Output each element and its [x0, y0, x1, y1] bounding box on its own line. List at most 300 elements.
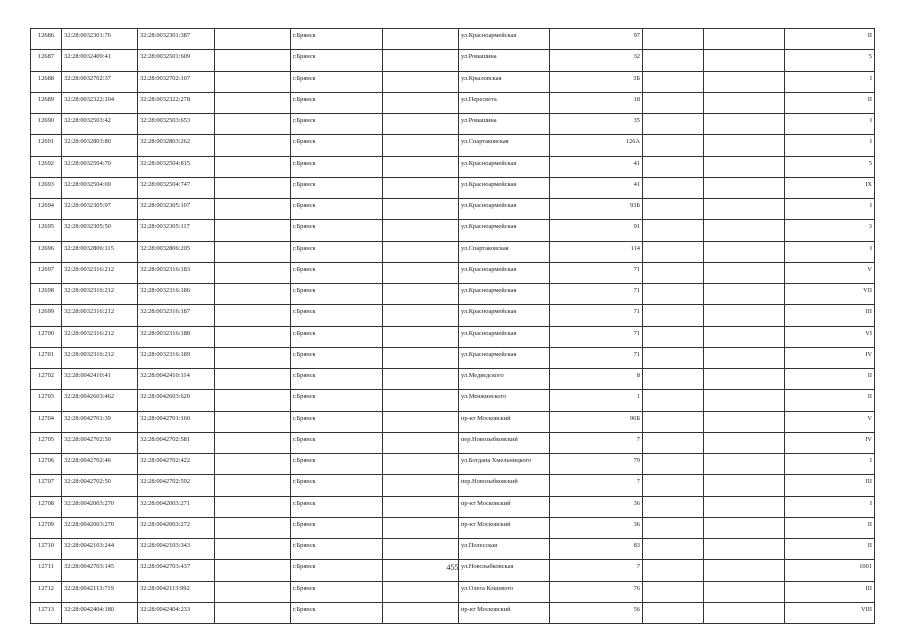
- city-cell: г.Брянск: [291, 517, 383, 538]
- blank-cell-cell: [383, 326, 459, 347]
- blank-cell-cell: [643, 326, 704, 347]
- house-number-cell: 1: [550, 390, 643, 411]
- blank-cell-cell: [215, 92, 291, 113]
- table-row: [31, 199, 875, 220]
- blank-cell-cell: [383, 114, 459, 135]
- street-cell: ул.Олега Кошевого: [459, 581, 550, 602]
- table-row: [31, 71, 875, 92]
- table-row: [31, 517, 875, 538]
- premises-number-cell: II: [785, 92, 875, 113]
- cadastral-number-cell: 32:28:0042003:270: [62, 517, 138, 538]
- blank-cell-cell: [215, 581, 291, 602]
- cadastral-number-cell: 32:28:0032316:212: [62, 262, 138, 283]
- premises-number-cell: VI: [785, 326, 875, 347]
- blank-cell-cell: [215, 326, 291, 347]
- cadastral-number-cell: 32:28:0042702:50: [62, 475, 138, 496]
- premises-number-cell: II: [785, 390, 875, 411]
- object-cadastral-number-cell: 32:28:0032316:188: [138, 326, 215, 347]
- blank-cell-cell: [643, 114, 704, 135]
- street-cell: ул.Спартаковская: [459, 241, 550, 262]
- blank-cell-cell: [704, 369, 785, 390]
- blank-cell-cell: [383, 475, 459, 496]
- house-number-cell: 8: [550, 369, 643, 390]
- blank-cell-cell: [704, 220, 785, 241]
- table-row: [31, 539, 875, 560]
- city-cell: г.Брянск: [291, 411, 383, 432]
- city-cell: г.Брянск: [291, 305, 383, 326]
- blank-cell-cell: [383, 496, 459, 517]
- table-body: [31, 29, 875, 624]
- blank-cell-cell: [704, 390, 785, 411]
- house-number-cell: 36: [550, 496, 643, 517]
- object-cadastral-number-cell: 32:28:0032803:262: [138, 135, 215, 156]
- blank-cell-cell: [383, 199, 459, 220]
- table-row: [31, 262, 875, 283]
- city-cell: г.Брянск: [291, 347, 383, 368]
- cadastral-number-cell: 32:28:0032316:212: [62, 284, 138, 305]
- street-cell: пр-кт Московский: [459, 517, 550, 538]
- city-cell: г.Брянск: [291, 284, 383, 305]
- blank-cell-cell: [704, 517, 785, 538]
- object-cadastral-number-cell: 32:28:0032504:747: [138, 177, 215, 198]
- record-number-cell: 12712: [31, 581, 62, 602]
- record-number-cell: 12698: [31, 284, 62, 305]
- blank-cell-cell: [383, 241, 459, 262]
- premises-number-cell: I: [785, 454, 875, 475]
- street-cell: ул.Новозыбковская: [459, 560, 550, 581]
- premises-number-cell: II: [785, 369, 875, 390]
- table-row: [31, 369, 875, 390]
- object-cadastral-number-cell: 32:28:0032305:117: [138, 220, 215, 241]
- street-cell: ул.Полесская: [459, 539, 550, 560]
- street-cell: ул.Ромашина: [459, 114, 550, 135]
- record-number-cell: 12699: [31, 305, 62, 326]
- record-number-cell: 12705: [31, 432, 62, 453]
- house-number-cell: 7: [550, 475, 643, 496]
- record-number-cell: 12691: [31, 135, 62, 156]
- object-cadastral-number-cell: 32:28:0042103:343: [138, 539, 215, 560]
- object-cadastral-number-cell: 32:28:0042410:114: [138, 369, 215, 390]
- blank-cell-cell: [704, 156, 785, 177]
- blank-cell-cell: [643, 305, 704, 326]
- house-number-cell: 76: [550, 581, 643, 602]
- cadastral-number-cell: 32:28:0042703:145: [62, 560, 138, 581]
- premises-number-cell: IX: [785, 177, 875, 198]
- blank-cell-cell: [215, 156, 291, 177]
- object-cadastral-number-cell: 32:28:0032316:183: [138, 262, 215, 283]
- cadastral-number-cell: 32:28:0042113:719: [62, 581, 138, 602]
- house-number-cell: 71: [550, 284, 643, 305]
- street-cell: пер.Новозыбковский: [459, 475, 550, 496]
- cadastral-number-cell: 32:28:0032322:104: [62, 92, 138, 113]
- cadastral-number-cell: 32:28:0032803:80: [62, 135, 138, 156]
- record-number-cell: 12702: [31, 369, 62, 390]
- object-cadastral-number-cell: 32:28:0032305:107: [138, 199, 215, 220]
- house-number-cell: 18: [550, 92, 643, 113]
- city-cell: г.Брянск: [291, 241, 383, 262]
- blank-cell-cell: [643, 241, 704, 262]
- house-number-cell: 79: [550, 454, 643, 475]
- cadastral-number-cell: 32:28:0032806:115: [62, 241, 138, 262]
- premises-number-cell: IV: [785, 432, 875, 453]
- blank-cell-cell: [215, 454, 291, 475]
- table-row: [31, 581, 875, 602]
- blank-cell-cell: [215, 241, 291, 262]
- blank-cell-cell: [383, 432, 459, 453]
- blank-cell-cell: [704, 199, 785, 220]
- house-number-cell: 96Б: [550, 411, 643, 432]
- cadastral-number-cell: 32:28:0032301:76: [62, 29, 138, 50]
- cadastral-number-cell: 32:28:0042003:270: [62, 496, 138, 517]
- object-cadastral-number-cell: 32:28:0032702:107: [138, 71, 215, 92]
- blank-cell-cell: [383, 71, 459, 92]
- blank-cell-cell: [704, 305, 785, 326]
- city-cell: г.Брянск: [291, 496, 383, 517]
- blank-cell-cell: [704, 411, 785, 432]
- premises-number-cell: I: [785, 135, 875, 156]
- blank-cell-cell: [383, 50, 459, 71]
- blank-cell-cell: [704, 135, 785, 156]
- cadastral-number-cell: 32:28:0042410:41: [62, 369, 138, 390]
- city-cell: г.Брянск: [291, 454, 383, 475]
- table-row: [31, 454, 875, 475]
- record-number-cell: 12707: [31, 475, 62, 496]
- street-cell: пр-кт Московский: [459, 411, 550, 432]
- blank-cell-cell: [215, 284, 291, 305]
- city-cell: г.Брянск: [291, 220, 383, 241]
- house-number-cell: 41: [550, 177, 643, 198]
- table-row: [31, 135, 875, 156]
- premises-number-cell: I: [785, 241, 875, 262]
- blank-cell-cell: [383, 305, 459, 326]
- record-number-cell: 12695: [31, 220, 62, 241]
- house-number-cell: 71: [550, 262, 643, 283]
- blank-cell-cell: [643, 71, 704, 92]
- record-number-cell: 12687: [31, 50, 62, 71]
- street-cell: ул.Красноармейская: [459, 199, 550, 220]
- street-cell: ул.Менжинского: [459, 390, 550, 411]
- blank-cell-cell: [215, 496, 291, 517]
- house-number-cell: 71: [550, 305, 643, 326]
- record-number-cell: 12690: [31, 114, 62, 135]
- premises-number-cell: III: [785, 475, 875, 496]
- object-cadastral-number-cell: 32:28:0032501:609: [138, 50, 215, 71]
- street-cell: ул.Красноармейская: [459, 347, 550, 368]
- house-number-cell: 97: [550, 29, 643, 50]
- premises-number-cell: 5: [785, 156, 875, 177]
- record-number-cell: 12692: [31, 156, 62, 177]
- blank-cell-cell: [643, 284, 704, 305]
- blank-cell-cell: [704, 454, 785, 475]
- blank-cell-cell: [704, 581, 785, 602]
- record-number-cell: 12706: [31, 454, 62, 475]
- blank-cell-cell: [643, 262, 704, 283]
- record-number-cell: 12689: [31, 92, 62, 113]
- table-row: [31, 50, 875, 71]
- street-cell: ул.Ромашина: [459, 50, 550, 71]
- cadastral-number-cell: 32:28:0032503:42: [62, 114, 138, 135]
- blank-cell-cell: [383, 602, 459, 623]
- street-cell: ул.Пересвета: [459, 92, 550, 113]
- city-cell: г.Брянск: [291, 92, 383, 113]
- blank-cell-cell: [383, 517, 459, 538]
- premises-number-cell: IV: [785, 347, 875, 368]
- record-number-cell: 12701: [31, 347, 62, 368]
- table-row: [31, 92, 875, 113]
- object-cadastral-number-cell: 32:28:0032316:189: [138, 347, 215, 368]
- blank-cell-cell: [704, 29, 785, 50]
- city-cell: г.Брянск: [291, 326, 383, 347]
- blank-cell-cell: [704, 114, 785, 135]
- record-number-cell: 12694: [31, 199, 62, 220]
- house-number-cell: 126А: [550, 135, 643, 156]
- blank-cell-cell: [704, 539, 785, 560]
- blank-cell-cell: [383, 262, 459, 283]
- blank-cell-cell: [643, 199, 704, 220]
- blank-cell-cell: [383, 156, 459, 177]
- blank-cell-cell: [643, 29, 704, 50]
- blank-cell-cell: [215, 50, 291, 71]
- blank-cell-cell: [643, 390, 704, 411]
- table-row: [31, 241, 875, 262]
- cadastral-number-cell: 32:28:0032504:69: [62, 177, 138, 198]
- table-row: [31, 220, 875, 241]
- record-number-cell: 12693: [31, 177, 62, 198]
- blank-cell-cell: [643, 177, 704, 198]
- blank-cell-cell: [704, 347, 785, 368]
- blank-cell-cell: [383, 454, 459, 475]
- city-cell: г.Брянск: [291, 199, 383, 220]
- object-cadastral-number-cell: 32:28:0042702:592: [138, 475, 215, 496]
- cadastral-number-cell: 32:28:0032305:97: [62, 199, 138, 220]
- record-number-cell: 12711: [31, 560, 62, 581]
- street-cell: ул.Красноармейская: [459, 262, 550, 283]
- object-cadastral-number-cell: 32:28:0032503:653: [138, 114, 215, 135]
- city-cell: г.Брянск: [291, 177, 383, 198]
- table-row: [31, 390, 875, 411]
- table-row: [31, 326, 875, 347]
- city-cell: г.Брянск: [291, 432, 383, 453]
- blank-cell-cell: [215, 71, 291, 92]
- city-cell: г.Брянск: [291, 602, 383, 623]
- blank-cell-cell: [383, 220, 459, 241]
- premises-number-cell: VIII: [785, 602, 875, 623]
- city-cell: г.Брянск: [291, 539, 383, 560]
- blank-cell-cell: [643, 156, 704, 177]
- city-cell: г.Брянск: [291, 369, 383, 390]
- object-cadastral-number-cell: 32:28:0042703:437: [138, 560, 215, 581]
- blank-cell-cell: [215, 220, 291, 241]
- cadastral-number-cell: 32:28:0042603:462: [62, 390, 138, 411]
- blank-cell-cell: [643, 135, 704, 156]
- cadastral-number-cell: 32:28:0032305:50: [62, 220, 138, 241]
- object-cadastral-number-cell: 32:28:0032316:186: [138, 284, 215, 305]
- premises-number-cell: III: [785, 581, 875, 602]
- table-row: [31, 29, 875, 50]
- object-cadastral-number-cell: 32:28:0042404:233: [138, 602, 215, 623]
- blank-cell-cell: [643, 411, 704, 432]
- blank-cell-cell: [704, 496, 785, 517]
- premises-number-cell: I: [785, 114, 875, 135]
- blank-cell-cell: [215, 539, 291, 560]
- cadastral-number-cell: 32:28:0032409:41: [62, 50, 138, 71]
- blank-cell-cell: [704, 50, 785, 71]
- blank-cell-cell: [215, 177, 291, 198]
- city-cell: г.Брянск: [291, 156, 383, 177]
- city-cell: г.Брянск: [291, 50, 383, 71]
- table-row: [31, 114, 875, 135]
- city-cell: г.Брянск: [291, 71, 383, 92]
- house-number-cell: 32: [550, 50, 643, 71]
- blank-cell-cell: [215, 390, 291, 411]
- object-cadastral-number-cell: 32:28:0032806:205: [138, 241, 215, 262]
- street-cell: ул.Спартаковская: [459, 135, 550, 156]
- cadastral-number-cell: 32:28:0032316:212: [62, 347, 138, 368]
- premises-number-cell: II: [785, 517, 875, 538]
- premises-number-cell: 1001: [785, 560, 875, 581]
- object-cadastral-number-cell: 32:28:0042702:422: [138, 454, 215, 475]
- blank-cell-cell: [704, 177, 785, 198]
- blank-cell-cell: [383, 347, 459, 368]
- blank-cell-cell: [383, 29, 459, 50]
- blank-cell-cell: [215, 347, 291, 368]
- premises-number-cell: I: [785, 496, 875, 517]
- house-number-cell: 114: [550, 241, 643, 262]
- object-cadastral-number-cell: 32:28:0042003:272: [138, 517, 215, 538]
- cadastral-number-cell: 32:28:0042701:39: [62, 411, 138, 432]
- blank-cell-cell: [643, 496, 704, 517]
- blank-cell-cell: [643, 602, 704, 623]
- record-number-cell: 12710: [31, 539, 62, 560]
- premises-number-cell: I: [785, 199, 875, 220]
- record-number-cell: 12704: [31, 411, 62, 432]
- record-number-cell: 12696: [31, 241, 62, 262]
- street-cell: пер.Новозыбковский: [459, 432, 550, 453]
- blank-cell-cell: [643, 347, 704, 368]
- blank-cell-cell: [704, 92, 785, 113]
- blank-cell-cell: [643, 539, 704, 560]
- blank-cell-cell: [704, 71, 785, 92]
- house-number-cell: 41: [550, 156, 643, 177]
- house-number-cell: 93Б: [550, 199, 643, 220]
- record-number-cell: 12708: [31, 496, 62, 517]
- blank-cell-cell: [215, 475, 291, 496]
- street-cell: ул.Красноармейская: [459, 305, 550, 326]
- blank-cell-cell: [215, 432, 291, 453]
- street-cell: ул.Красноармейская: [459, 156, 550, 177]
- blank-cell-cell: [215, 305, 291, 326]
- blank-cell-cell: [215, 199, 291, 220]
- blank-cell-cell: [704, 602, 785, 623]
- record-number-cell: 12686: [31, 29, 62, 50]
- table-row: [31, 177, 875, 198]
- table-row: [31, 347, 875, 368]
- house-number-cell: 36: [550, 517, 643, 538]
- record-number-cell: 12703: [31, 390, 62, 411]
- object-cadastral-number-cell: 32:28:0032301:387: [138, 29, 215, 50]
- blank-cell-cell: [215, 517, 291, 538]
- city-cell: г.Брянск: [291, 29, 383, 50]
- street-cell: ул.Красноармейская: [459, 220, 550, 241]
- premises-number-cell: V: [785, 411, 875, 432]
- city-cell: г.Брянск: [291, 135, 383, 156]
- blank-cell-cell: [215, 411, 291, 432]
- blank-cell-cell: [704, 432, 785, 453]
- blank-cell-cell: [383, 411, 459, 432]
- cadastral-number-cell: 32:28:0032702:37: [62, 71, 138, 92]
- house-number-cell: 7: [550, 432, 643, 453]
- house-number-cell: 7: [550, 560, 643, 581]
- cadastral-number-cell: 32:28:0042702:46: [62, 454, 138, 475]
- street-cell: пр-кт Московский: [459, 602, 550, 623]
- blank-cell-cell: [215, 602, 291, 623]
- blank-cell-cell: [215, 262, 291, 283]
- house-number-cell: 83: [550, 539, 643, 560]
- blank-cell-cell: [383, 581, 459, 602]
- blank-cell-cell: [704, 475, 785, 496]
- street-cell: ул.Красноармейская: [459, 177, 550, 198]
- blank-cell-cell: [383, 284, 459, 305]
- blank-cell-cell: [704, 241, 785, 262]
- street-cell: ул.Красноармейская: [459, 326, 550, 347]
- premises-number-cell: II: [785, 29, 875, 50]
- table-row: [31, 284, 875, 305]
- city-cell: г.Брянск: [291, 560, 383, 581]
- blank-cell-cell: [643, 92, 704, 113]
- cadastral-number-cell: 32:28:0042404:180: [62, 602, 138, 623]
- table-row: [31, 156, 875, 177]
- blank-cell-cell: [643, 517, 704, 538]
- cadastral-number-cell: 32:28:0032316:212: [62, 326, 138, 347]
- house-number-cell: 71: [550, 347, 643, 368]
- blank-cell-cell: [643, 581, 704, 602]
- premises-number-cell: VII: [785, 284, 875, 305]
- blank-cell-cell: [643, 432, 704, 453]
- premises-number-cell: I: [785, 71, 875, 92]
- object-cadastral-number-cell: 32:28:0042113:992: [138, 581, 215, 602]
- record-number-cell: 12713: [31, 602, 62, 623]
- blank-cell-cell: [383, 539, 459, 560]
- street-cell: ул.Красноармейская: [459, 284, 550, 305]
- blank-cell-cell: [383, 135, 459, 156]
- table-row: [31, 411, 875, 432]
- city-cell: г.Брянск: [291, 581, 383, 602]
- table-row: [31, 602, 875, 623]
- blank-cell-cell: [643, 369, 704, 390]
- city-cell: г.Брянск: [291, 475, 383, 496]
- blank-cell-cell: [704, 262, 785, 283]
- page-number: 455: [446, 563, 459, 572]
- premises-number-cell: III: [785, 305, 875, 326]
- object-cadastral-number-cell: 32:28:0032504:815: [138, 156, 215, 177]
- object-cadastral-number-cell: 32:28:0042702:581: [138, 432, 215, 453]
- city-cell: г.Брянск: [291, 262, 383, 283]
- street-cell: ул.Медведского: [459, 369, 550, 390]
- register-table: [30, 28, 875, 624]
- premises-number-cell: V: [785, 262, 875, 283]
- blank-cell-cell: [643, 454, 704, 475]
- table-row: [31, 475, 875, 496]
- record-number-cell: 12697: [31, 262, 62, 283]
- blank-cell-cell: [383, 390, 459, 411]
- cadastral-number-cell: 32:28:0032504:70: [62, 156, 138, 177]
- cadastral-number-cell: 32:28:0042103:244: [62, 539, 138, 560]
- table-row: [31, 305, 875, 326]
- house-number-cell: 35: [550, 114, 643, 135]
- object-cadastral-number-cell: 32:28:0032322:278: [138, 92, 215, 113]
- city-cell: г.Брянск: [291, 390, 383, 411]
- record-number-cell: 12700: [31, 326, 62, 347]
